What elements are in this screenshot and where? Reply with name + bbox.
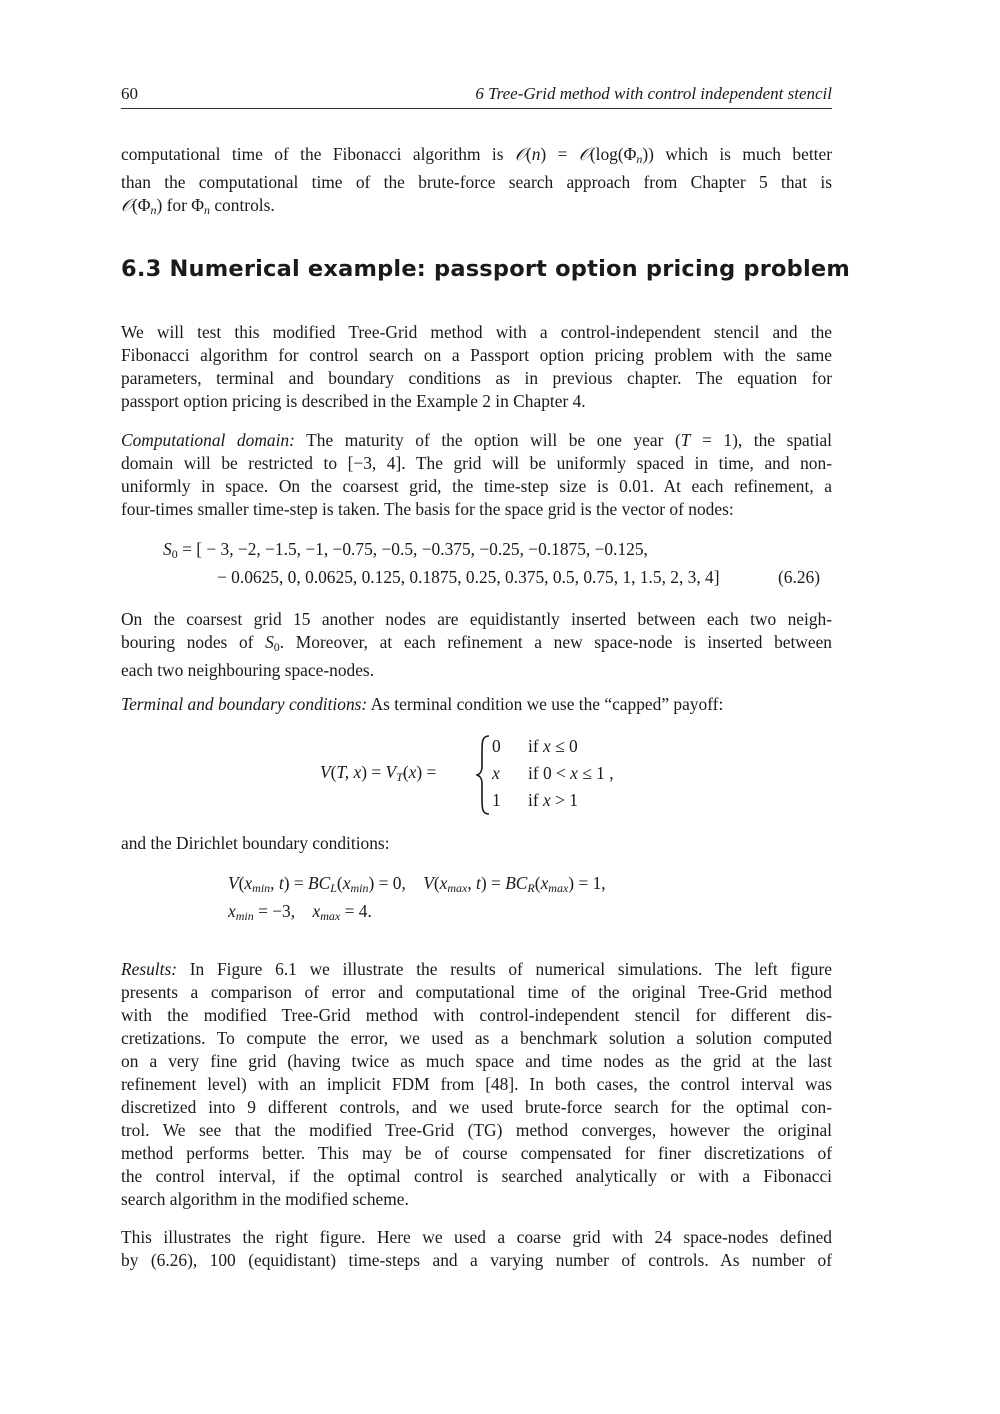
case-value: 1 bbox=[492, 790, 501, 810]
paragraph-line: On the coarsest grid 15 another nodes are equidistantly inserted between each two neigh- bbox=[121, 609, 832, 629]
paragraph-line: four-times smaller time-step is taken. The basis for the space grid is the vector of nodes: bbox=[121, 499, 734, 519]
paragraph-line: cretizations. To compute the error, we used as a benchmark solution a solution computed bbox=[121, 1028, 832, 1048]
payoff-cases bbox=[492, 736, 614, 817]
payoff-lhs: V(T, $x) = V_T(x)$ = bbox=[320, 762, 437, 784]
equation-s0-line-1: $S_0$ = [ − 3, −2, −1.5, −1, −0.75, −0.5, −0.375, −0.25, −0.1875, −0.125, bbox=[163, 539, 648, 561]
intro-line-1: computational time of the Fibonacci algorithm is 𝒪(n) = $𝒪(\log(\Phi_n))$ which is much better bbox=[121, 144, 833, 166]
paragraph-line: each two neighbouring space-nodes. bbox=[121, 660, 375, 680]
paragraph-line: trol. We see that the modified Tree-Grid (TG) method converges, however the original bbox=[121, 1120, 832, 1140]
equation-s0-line-2: − 0.0625, 0, 0.0625, 0.125, 0.1875, 0.25, 0.375, 0.5, 0.75, 1, 1.5, 2, 3, 4] bbox=[217, 567, 720, 587]
paragraph-lead: Terminal and boundary conditions: bbox=[121, 694, 368, 714]
paragraph-line: discretized into 9 different controls, and we used brute-force search for the optimal con- bbox=[121, 1097, 832, 1117]
payoff-case-row bbox=[492, 763, 614, 790]
paragraph-line: by (6.26), 100 (equidistant) time-steps and a varying number of controls. As number of bbox=[121, 1250, 832, 1270]
page-number: 60 bbox=[121, 84, 138, 103]
page-header bbox=[121, 84, 832, 109]
paragraph-line: Fibonacci algorithm for control search on a Passport option pricing problem with the same bbox=[121, 345, 832, 365]
case-condition: if x > 1 bbox=[528, 790, 578, 810]
paragraph-line: with the modified Tree-Grid method with control-independent stencil for different dis- bbox=[121, 1005, 832, 1025]
paragraph-line: Computational domain: The maturity of the option will be one year (T = 1), the spatial bbox=[121, 430, 832, 450]
boundary-equation-line-2: $x_{min} = -3$, $x_{max} = 4$. bbox=[228, 901, 372, 923]
paragraph-line: Results: In Figure 6.1 we illustrate the results of numerical simulations. The left figure bbox=[121, 959, 832, 979]
paragraph-line: We will test this modified Tree-Grid method with a control-independent stencil and the bbox=[121, 322, 832, 342]
paragraph-line: the control interval, if the optimal control is searched analytically or with a Fibonacci bbox=[121, 1166, 832, 1186]
payoff-case-row bbox=[492, 790, 614, 817]
paragraph-line: passport option pricing is described in the Example 2 in Chapter 4. bbox=[121, 391, 586, 411]
paragraph-coarsest-grid bbox=[121, 608, 832, 682]
paragraph-lead: Results: bbox=[121, 959, 178, 979]
paragraph-line: bouring nodes of $S_0$. Moreover, at each refinement a new space-node is inserted between bbox=[121, 632, 833, 654]
paragraph-line: presents a comparison of error and computational time of the original Tree-Grid method bbox=[121, 982, 832, 1002]
paragraph-line: uniformly in space. On the coarsest grid, the time-step size is 0.01. At each refinement, a bbox=[121, 476, 832, 496]
paragraph-line: search algorithm in the modified scheme. bbox=[121, 1189, 409, 1209]
paragraph-line: domain will be restricted to [−3, 4]. The grid will be uniformly spaced in time, and non- bbox=[121, 453, 832, 473]
payoff-case-row bbox=[492, 736, 614, 763]
paragraph-line: and the Dirichlet boundary conditions: bbox=[121, 833, 390, 853]
paragraph-line: on a very fine grid (having twice as much space and time nodes as the grid at the last bbox=[121, 1051, 832, 1071]
intro-line-2: than the computational time of the brute-force search approach from Chapter 5 that is bbox=[121, 172, 832, 192]
paragraph-line: refinement level) with an implicit FDM from [48]. In both cases, the control interval was bbox=[121, 1074, 832, 1094]
paragraph-results bbox=[121, 958, 832, 1211]
case-condition: if x ≤ 0 bbox=[528, 736, 578, 756]
case-condition: if 0 < x ≤ 1 , bbox=[528, 763, 614, 783]
paragraph-dirichlet bbox=[121, 832, 832, 855]
intro-line-3: $𝒪(\Phi_n)$ for $\Phi_n$ controls. bbox=[121, 195, 275, 217]
paragraph-lead: Computational domain: bbox=[121, 430, 295, 450]
payoff-brace bbox=[476, 734, 492, 816]
paragraph-line: method performs better. This may be of course compensated for finer discretizations of bbox=[121, 1143, 832, 1163]
boundary-equation-line-1: $V(x_{min}$, $t) = BC_L(x_{min}) = 0$, $V(x_{max}$, $t) = BC_R(x_{max}) = 1$, bbox=[228, 873, 606, 895]
equation-number: (6.26) bbox=[778, 567, 821, 587]
intro-paragraph bbox=[121, 143, 832, 222]
running-title: 6 Tree-Grid method with control independent stencil bbox=[475, 84, 832, 103]
case-value: x bbox=[492, 763, 500, 783]
paragraph-line: This illustrates the right figure. Here we used a coarse grid with 24 space-nodes defined bbox=[121, 1227, 832, 1247]
paragraph-computational-domain bbox=[121, 429, 832, 521]
paragraph-line: Terminal and boundary conditions: As terminal condition we use the “capped” payoff: bbox=[121, 694, 724, 714]
paragraph-right-figure bbox=[121, 1226, 832, 1272]
case-value: 0 bbox=[492, 736, 501, 756]
paragraph-line: parameters, terminal and boundary conditions as in previous chapter. The equation for bbox=[121, 368, 832, 388]
section-heading: 6.3 Numerical example: passport option pricing problem bbox=[121, 256, 850, 282]
paragraph-intro-test bbox=[121, 321, 832, 413]
paragraph-terminal-conditions bbox=[121, 693, 832, 716]
